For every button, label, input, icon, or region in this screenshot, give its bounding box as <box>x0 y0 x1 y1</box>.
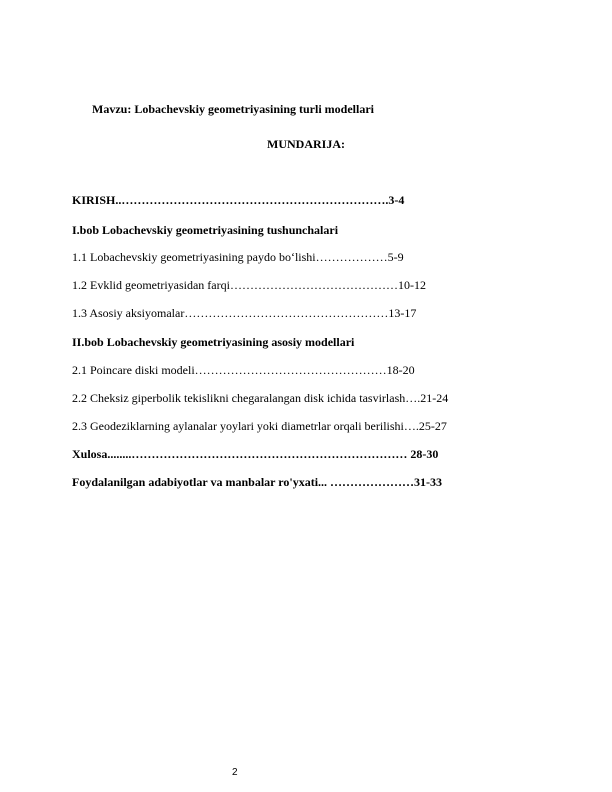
toc-entry-references: Foydalanilgan adabiyotlar va manbalar ro'yxati... …………………31-33 <box>72 475 443 489</box>
page-number: 2 <box>232 767 238 778</box>
toc-entry-introduction: KIRISH..………………………………………………………….3-4 <box>72 193 405 207</box>
toc-entry-2-2: 2.2 Cheksiz giperbolik tekislikni chegaralangan disk ichida tasvirlash….21-24 <box>72 391 449 405</box>
toc-entry-1-1: 1.1 Lobachevskiy geometriyasining paydo bo‘lishi………………5-9 <box>72 250 404 264</box>
toc-entry-1-3: 1.3 Asosiy aksiyomalar……………………………………………13-17 <box>72 306 417 320</box>
document-topic: Mavzu: Lobachevskiy geometriyasining turli modellari <box>92 102 374 116</box>
toc-chapter-2-heading: II.bob Lobachevskiy geometriyasining asosiy modellari <box>72 335 355 349</box>
toc-entry-2-1: 2.1 Poincare diski modeli…………………………………………18-20 <box>72 363 415 377</box>
toc-chapter-1-heading: I.bob Lobachevskiy geometriyasining tushunchalari <box>72 223 339 237</box>
toc-entry-1-2: 1.2 Evklid geometriyasidan farqi……………………………………10-12 <box>72 278 426 292</box>
toc-entry-conclusion: Xulosa........…………………………………………………………… 28-30 <box>72 447 439 461</box>
toc-entry-2-3: 2.3 Geodeziklarning aylanalar yoylari yoki diametrlar orqali berilishi….25-27 <box>72 419 447 433</box>
contents-heading: MUNDARIJA: <box>267 137 345 151</box>
